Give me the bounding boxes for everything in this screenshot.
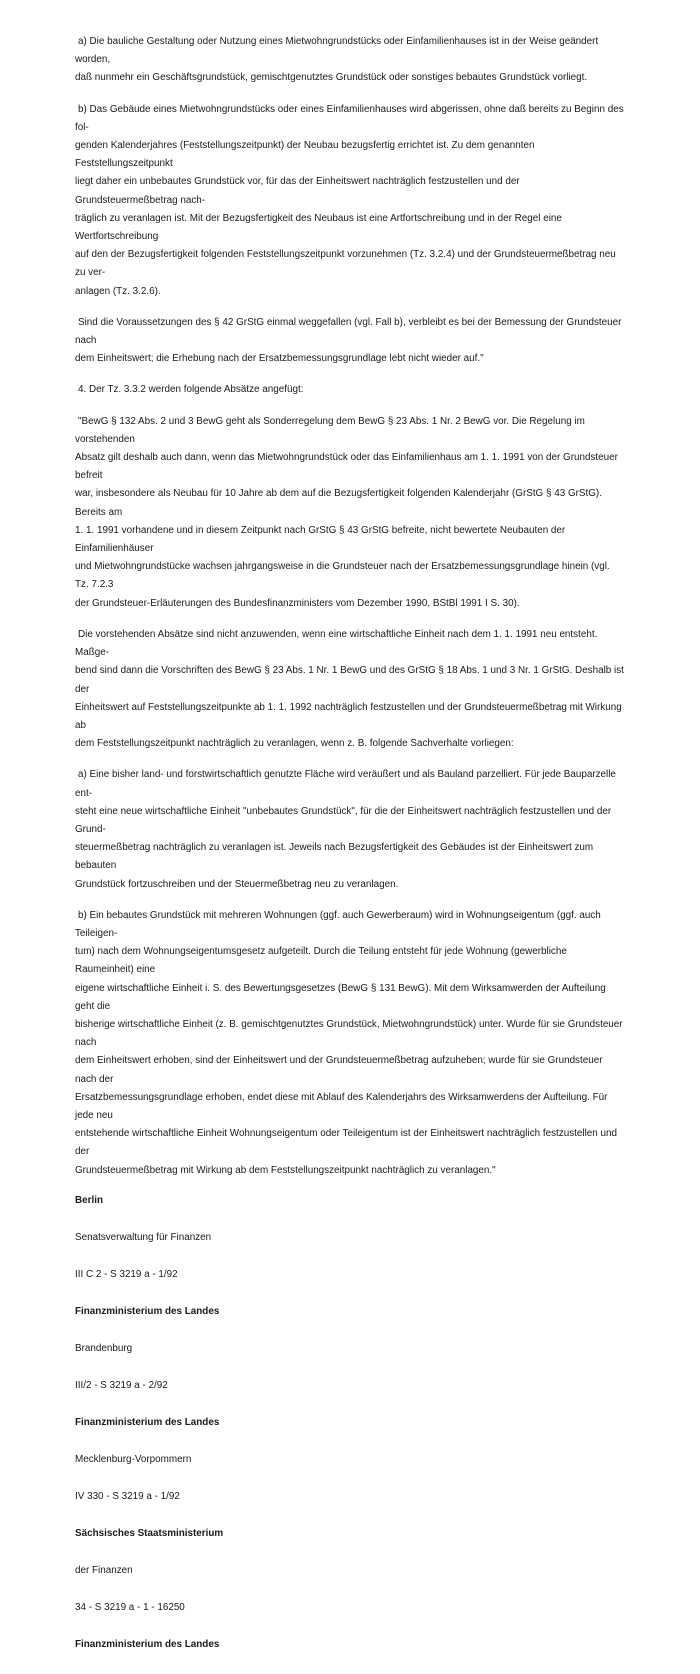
document-body (75, 33, 625, 1674)
authority-list (75, 1193, 625, 1652)
authority-department: Senatsverwaltung für Finanzen (75, 1231, 212, 1243)
paragraph-new-case-a: a) Eine bisher land- und forstwirtschaftlich genutzte Fläche wird veräußert und als Bauland parzelliert. Für jede Bauparzelle ent- steht eine neue wirtschaftliche Einheit "unbebautes Grundstück", für die der Einheitswert nachträglich festzustellen und der Grund- steuermeßbetrag nachträglich zu veranlagen ist. Jeweils nach Bezugsfertigkeit des Gebäudes ist der Einheitswert zum bebauten Grundstück fortzuschreiben und der Steuermeßbetrag neu zu veranlagen. (75, 769, 616, 890)
authority-ministry-heading: Finanzministerium des Landes (75, 1416, 220, 1428)
authority-ministry-heading: Finanzministerium des Landes (75, 1305, 220, 1317)
authority-department: der Finanzen (75, 1564, 133, 1576)
paragraph-new-case-b: b) Ein bebautes Grundstück mit mehreren Wohnungen (ggf. auch Gewerberaum) wird in Wohnungseigentum (ggf. auch Teileigen- tum) nach dem Wohnungseigentumsgesetz aufgeteilt. Durch die Teilung entsteht für jede Wohnung (gewerbliche Raumeinheit) eine eigene wirtschaftliche Einheit i. S. des Bewertungsgesetzes (BewG § 131 BewG). Mit dem Wirksamwerden der Aufteilung geht die bisherige wirtschaftliche Einheit (z. B. gemischtgenutztes Grundstück, Mietwohngrundstück) unter. Wurde für sie Grundsteuer nach dem Einheitswert erhoben, sind der Einheitswert und der Grundsteuermeßbetrag aufzuheben; wurde für sie Grundsteuer nach der Ersatzbemessungsgrundlage erhoben, endet diese mit Ablauf des Kalenderjahrs des Wirksamwerdens der Aufteilung. Für jede neu entstehende wirtschaftliche Einheit Wohnungseigentum oder Teileigentum ist der Einheitswert nachträglich festzustellen und der Grundsteuermeßbetrag mit Wirkung ab dem Feststellungszeitpunkt nachträglich zu veranlagen." (75, 909, 623, 1176)
paragraph-case-a: a) Die bauliche Gestaltung oder Nutzung eines Mietwohngrundstücks oder Einfamilienhauses ist in der Weise geändert worden, daß nunmehr ein Geschäftsgrundstück, gemischtgenutztes Grundstück oder sonstiges bebautes Grundstück vorliegt. (75, 36, 599, 84)
paragraph-new-units: Die vorstehenden Absätze sind nicht anzuwenden, wenn eine wirtschaftliche Einheit nach dem 1. 1. 1991 neu entsteht. Maßge- bend sind dann die Vorschriften des BewG § 23 Abs. 1 Nr. 1 BewG und des GrStG § 18 Abs. 1 und 3 Nr. 1 GrStG. Deshalb ist der Einheitswert auf Feststellungszeitpunkte ab 1. 1. 1992 nachträglich festzustellen und der Grundsteuermeßbetrag mit Wirkung ab dem Feststellungszeitpunkt nachträglich zu veranlagen, wenn z. B. folgende Sachverhalte vorliegen: (75, 628, 624, 750)
authority-reference: III C 2 - S 3219 a - 1/92 (75, 1268, 178, 1280)
paragraph-case-b: b) Das Gebäude eines Mietwohngrundstücks oder eines Einfamilienhauses wird abgerissen, ohne daß bereits zu Beginn des fol- genden Kalenderjahres (Feststellungszeitpunkt) der Neubau bezugsfertig errichtet ist. Zu dem genannten Feststellungszeitpunkt liegt daher ein unbebautes Grundstück vor, für das der Einheitswert nachträglich festzustellen und der Grundsteuermeßbetrag nach- träglich zu veranlagen ist. Mit der Bezugsfertigkeit des Neubaus ist eine Artfortschreibung und in der Regel eine Wertfortschreibung auf den der Bezugsfertigkeit folgenden Feststellungszeitpunkt vorzunehmen (Tz. 3.2.4) und der Grundsteuermeßbetrag neu zu ver- anlagen (Tz. 3.2.6). (75, 103, 624, 297)
authority-ministry-heading: Finanzministerium des Landes (75, 1638, 220, 1650)
authority-state-berlin: Berlin (75, 1194, 103, 1206)
authority-state-mecklenburg: Mecklenburg-Vorpommern (75, 1453, 192, 1465)
paragraph-bewg-132: "BewG § 132 Abs. 2 und 3 BewG geht als Sonderregelung dem BewG § 23 Abs. 1 Nr. 2 BewG vor. Die Regelung im vorstehenden Absatz gilt deshalb auch dann, wenn das Mietwohngrundstück oder das Einfamilienhaus am 1. 1. 1991 von der Grundsteuer befreit war, insbesondere als Neubau für 10 Jahre ab dem auf die Bezugsfertigkeit folgenden Kalenderjahr (GrStG § 43 GrStG). Bereits am 1. 1. 1991 vorhandene und in diesem Zeitpunkt nach GrStG § 43 GrStG befreite, nicht bewertete Neubauten der Einfamilienhäuser und Mietwohngrundstücke wachsen jahrgangsweise in die Grundsteuer nach der Ersatzbemessungsgrundlage hinein (vgl. Tz. 7.2.3 der Grundsteuer-Erläuterungen des Bundesfinanzministers vom Dezember 1990, BStBl 1991 I S. 30). (75, 415, 618, 609)
paragraph-conclusion: Sind die Voraussetzungen des § 42 GrStG einmal weggefallen (vgl. Fall b), verbleibt es bei der Bemessung der Grundsteuer nach dem Einheitswert; die Erhebung nach der Ersatzbemessungsgrundlage lebt nicht wieder auf." (75, 316, 622, 365)
authority-state-brandenburg: Brandenburg (75, 1342, 133, 1354)
authority-reference: IV 330 - S 3219 a - 1/92 (75, 1490, 180, 1502)
authority-reference: III/2 - S 3219 a - 2/92 (75, 1379, 168, 1391)
authority-reference: 34 - S 3219 a - 1 - 16250 (75, 1601, 185, 1613)
paragraph-item-4: 4. Der Tz. 3.3.2 werden folgende Absätze angefügt: (78, 384, 304, 396)
authority-ministry-saxony: Sächsisches Staatsministerium (75, 1527, 224, 1539)
